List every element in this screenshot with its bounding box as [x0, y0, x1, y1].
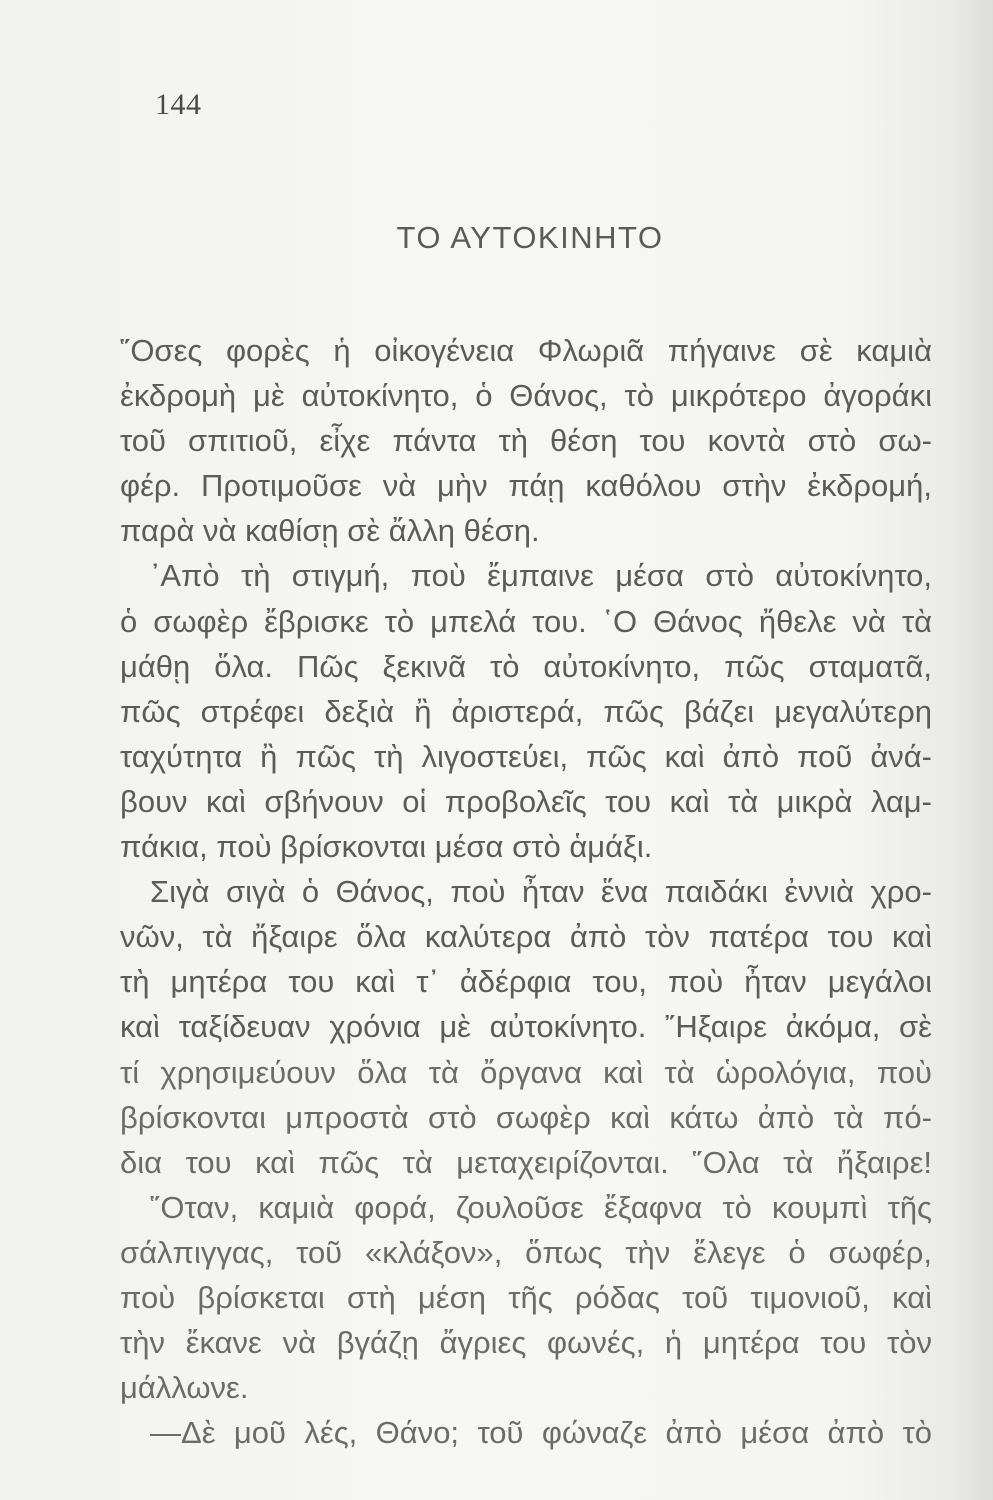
text-line: ποὺ βρίσκεται στὴ μέση τῆς ρόδας τοῦ τιμονιοῦ, καὶ — [120, 1279, 932, 1315]
text-line: σάλπιγγας, τοῦ «κλάξον», ὅπως τὴν ἔλεγε ὁ σωφέρ, — [120, 1234, 932, 1270]
text-line: μάλλωνε. — [120, 1370, 249, 1406]
chapter-title: ΤΟ ΑΥΤΟΚΙΝΗΤΟ — [396, 220, 664, 255]
text-line: τὴ μητέρα του καὶ τ᾿ ἀδέρφια του, ποὺ ἦταν μεγάλοι — [120, 964, 932, 1000]
text-line: φέρ. Προτιμοῦσε νὰ μὴν πάῃ καθόλου στὴν ἐκδρομή, — [120, 468, 932, 504]
text-line: ᾿Απὸ τὴ στιγμή, ποὺ ἔμπαινε μέσα στὸ αὐτοκίνητο, — [150, 558, 932, 594]
text-line: τί χρησιμεύουν ὅλα τὰ ὄργανα καὶ τὰ ὡρολόγια, ποὺ — [120, 1054, 932, 1090]
text-line: βρίσκονται μπροστὰ στὸ σωφὲρ καὶ κάτω ἀπὸ τὰ πό- — [120, 1099, 932, 1135]
text-line: νῶν, τὰ ἤξαιρε ὅλα καλύτερα ἀπὸ τὸν πατέρα του καὶ — [120, 919, 932, 955]
page-number: 144 — [155, 88, 202, 121]
text-line: ὁ σωφὲρ ἔβρισκε τὸ μπελά του. ῾Ο Θάνος ἤθελε νὰ τὰ — [120, 603, 932, 639]
text-line: πῶς στρέφει δεξιὰ ἢ ἀριστερά, πῶς βάζει μεγαλύτερη — [120, 693, 932, 729]
text-line: καὶ ταξίδευαν χρόνια μὲ αὐτοκίνητο. ῎Ηξαιρε ἀκόμα, σὲ — [120, 1009, 932, 1045]
text-line: Σιγὰ σιγὰ ὁ Θάνος, ποὺ ἦταν ἕνα παιδάκι ἐννιὰ χρο- — [150, 874, 932, 910]
text-line: ῞Οταν, καμιὰ φορά, ζουλοῦσε ἔξαφνα τὸ κουμπὶ τῆς — [150, 1189, 932, 1225]
body-text — [120, 328, 932, 1455]
text-line: ταχύτητα ἢ πῶς τὴ λιγοστεύει, πῶς καὶ ἀπὸ ποῦ ἀνά- — [120, 738, 932, 774]
text-line: ῞Οσες φορὲς ἡ οἰκογένεια Φλωριᾶ πήγαινε σὲ καμιὰ — [120, 333, 932, 368]
text-line: —Δὲ μοῦ λές, Θάνο; τοῦ φώναζε ἀπὸ μέσα ἀπὸ τὸ — [150, 1415, 932, 1451]
text-line: παρὰ νὰ καθίσῃ σὲ ἄλλη θέση. — [120, 513, 540, 549]
text-line: τὴν ἔκανε νὰ βγάζῃ ἄγριες φωνές, ἡ μητέρα του τὸν — [120, 1325, 932, 1361]
text-line: ἐκδρομὴ μὲ αὐτοκίνητο, ὁ Θάνος, τὸ μικρότερο ἀγοράκι — [120, 378, 932, 414]
text-line: βουν καὶ σβήνουν οἱ προβολεῖς του καὶ τὰ μικρὰ λαμ- — [120, 783, 932, 819]
text-line: τοῦ σπιτιοῦ, εἶχε πάντα τὴ θέση του κοντὰ στὸ σω- — [120, 423, 932, 459]
text-line: δια του καὶ πῶς τὰ μεταχειρίζονται. ῞Ολα τὰ ἤξαιρε! — [120, 1144, 932, 1180]
text-line: πάκια, ποὺ βρίσκονται μέσα στὸ ἁμάξι. — [120, 829, 653, 865]
text-line: μάθῃ ὅλα. Πῶς ξεκινᾶ τὸ αὐτοκίνητο, πῶς σταματᾶ, — [120, 648, 932, 684]
